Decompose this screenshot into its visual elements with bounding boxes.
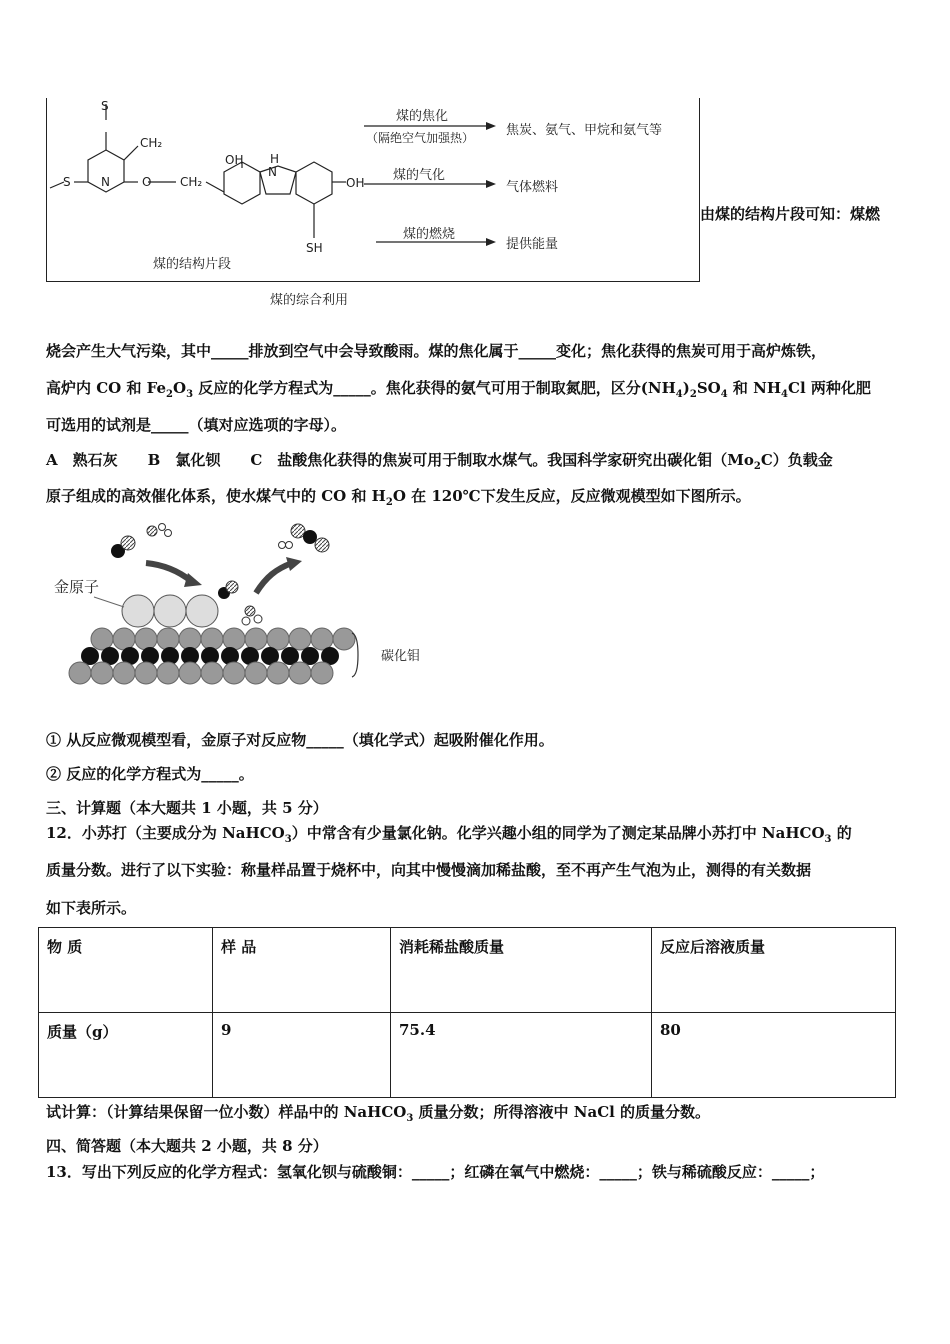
- atom-h-nh: H: [270, 152, 280, 166]
- section3-title: 三、计算题（本大题共 1 小题，共 5 分）: [46, 799, 328, 817]
- arrow-right-icon: [360, 118, 500, 134]
- atom-oh-right: OH: [346, 176, 365, 190]
- benzene-right: [296, 162, 332, 204]
- gold-atom-label: 金原子: [54, 578, 100, 596]
- para-line-1: 烧会产生大气污染，其中_____排放到空气中会导致酸雨。煤的焦化属于_____变化；焦化获得的焦炭可用于高炉炼铁，: [46, 342, 827, 360]
- atom-ch2-b: CH₂: [180, 175, 203, 189]
- atom-s-top: S: [101, 99, 109, 113]
- q11-sub-2: ② 反应的化学方程式为_____。: [46, 765, 254, 783]
- para-line-4: A 熟石灰 B 氯化钡 C 盐酸焦化获得的焦炭可用于制取水煤气。我国科学家研究出碳化钼$(Mo_2C)$负载金: [46, 451, 833, 472]
- para-line-5: 原子组成的高效催化体系，使水煤气中的 CO 和 $H_2O$ 在 120℃下发生反应，反应微观模型如下图所示。: [46, 487, 751, 508]
- arrow-right-icon: [372, 234, 500, 250]
- atom-o-ether: O: [142, 175, 152, 189]
- table-header-cell: 消耗稀盐酸质量: [391, 928, 652, 1013]
- table-row: [39, 1013, 896, 1098]
- data-table: [38, 927, 896, 1098]
- side-text: 由煤的结构片段可知：煤燃: [700, 205, 881, 223]
- q13-line: 13．写出下列反应的化学方程式：氢氧化钡与硫酸铜：_____；红磷在氧气中燃烧：_____；铁与稀硫酸反应：_____；: [46, 1163, 825, 1181]
- table-cell: 75.4: [391, 1013, 652, 1098]
- flow-product-coking: 焦炭、氨气、甲烷和氨气等: [506, 123, 663, 138]
- flow-product-gasification: 气体燃料: [506, 180, 559, 195]
- atom-ch2-a: CH₂: [140, 136, 163, 150]
- atom-sh-bottom: SH: [306, 241, 323, 255]
- q12-line-3: 如下表所示。: [46, 899, 137, 917]
- atom-n-pyrrole: N: [268, 165, 277, 179]
- pyrrole-ring: [260, 166, 296, 194]
- flow-label-coking: 煤的焦化: [396, 109, 449, 124]
- arrow-right-icon: [360, 176, 500, 192]
- q12-line-2: 质量分数。进行了以下实验：称量样品置于烧杯中，向其中慢慢滴加稀盐酸，至不再产生气泡为止，测得的有关数据: [46, 861, 812, 879]
- structure-label: 煤的结构片段: [153, 257, 232, 272]
- table-cell: 质量（g）: [39, 1013, 213, 1098]
- flow-product-combustion: 提供能量: [506, 237, 559, 252]
- table-header-row: [39, 928, 896, 1013]
- q11-sub-1: ① 从反应微观模型看，金原子对反应物_____（填化学式）起吸附催化作用。: [46, 731, 554, 749]
- table-cell: 9: [213, 1013, 391, 1098]
- q12-line-1: 12．小苏打（主要成分为 NaHCO$_3$）中常含有少量氯化钠。化学兴趣小组的同学为了测定某品牌小苏打中 NaHCO$_3$ 的: [46, 824, 852, 845]
- atom-n-ring: N: [101, 175, 110, 189]
- flow-label-combustion: 煤的燃烧: [403, 227, 456, 242]
- atom-s-left: S: [63, 175, 71, 189]
- flow-sublabel-coking: （隔绝空气加强热）: [366, 131, 475, 145]
- after-table-text: 试计算：（计算结果保留一位小数）样品中的 NaHCO$_3$ 质量分数；所得溶液中 NaCl 的质量分数。: [46, 1103, 711, 1124]
- flow-label-gasification: 煤的气化: [393, 168, 446, 183]
- para-line-2: 高炉内 CO 和 $Fe_2O_3$ 反应的化学方程式为_____。焦化获得的氨气可用于制取氮肥，区分$(NH_4)_2SO_4$ 和 $NH_4Cl$ 两种化肥: [46, 379, 871, 400]
- support-label: 碳化钼: [381, 649, 421, 664]
- atom-oh-top: OH: [225, 153, 244, 167]
- table-cell: 80: [652, 1013, 896, 1098]
- table-header-cell: 物 质: [39, 928, 213, 1013]
- section4-title: 四、简答题（本大题共 2 小题，共 8 分）: [46, 1137, 328, 1155]
- benzene-left: [224, 162, 260, 204]
- para-line-3: 可选用的试剂是_____（填对应选项的字母）。: [46, 416, 347, 434]
- figure-caption: 煤的综合利用: [270, 293, 349, 308]
- table-header-cell: 反应后溶液质量: [652, 928, 896, 1013]
- table-header-cell: 样 品: [213, 928, 391, 1013]
